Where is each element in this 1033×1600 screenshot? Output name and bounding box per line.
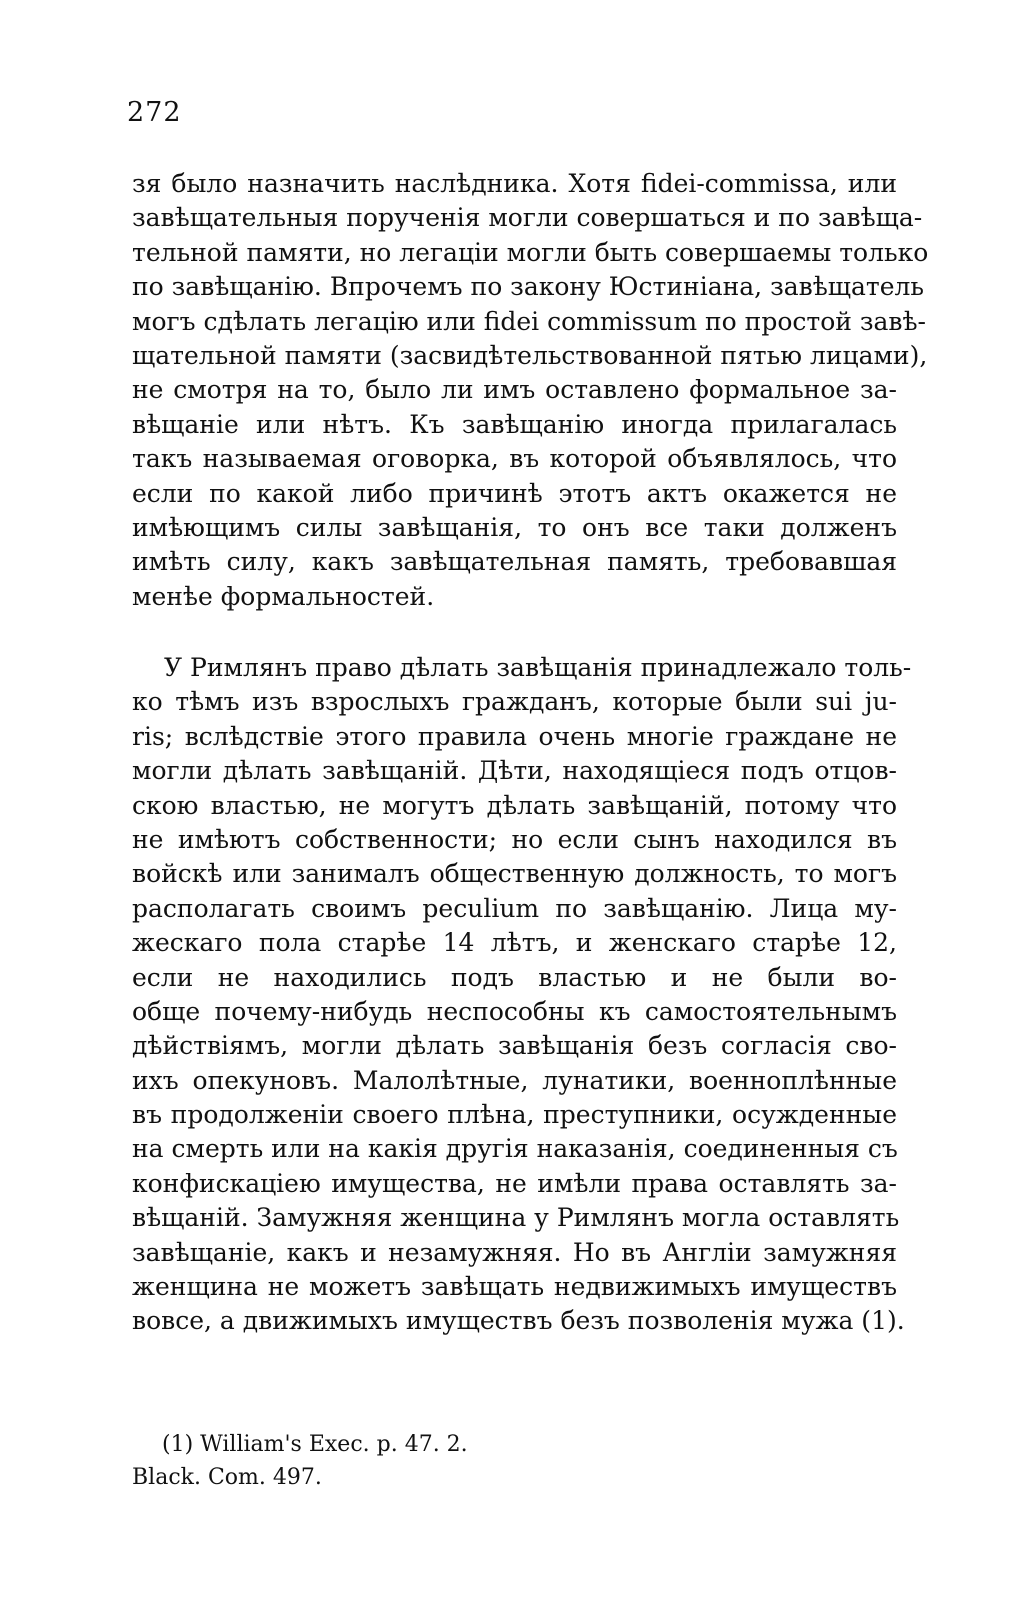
text-line: по завѣщанію. Впрочемъ по закону Юстиніана, завѣщатель: [132, 272, 925, 302]
footnote-line: (1) William's Exec. p. 47. 2.: [162, 1432, 468, 1457]
text-line: зя было назначить наслѣдника. Хотя fidei-commissa, или: [132, 169, 897, 198]
text-line: У Римлянъ право дѣлать завѣщанія принадлежало толь-: [164, 653, 912, 682]
text-line: скою властью, не могутъ дѣлать завѣщаній, потому что: [132, 790, 897, 820]
text-line: женщина не можетъ завѣщать недвижимыхъ имуществъ: [132, 1272, 897, 1302]
text-line: войскѣ или занималъ общественную должность, то могъ: [132, 859, 897, 889]
text-line: не имѣютъ собственности; но если сынъ находился въ: [132, 824, 897, 854]
text-line: вовсе, а движимыхъ имуществъ безъ позволенія мужа (1).: [132, 1306, 905, 1336]
text-line: ихъ опекуновъ. Малолѣтные, лунатики, военноплѣнные: [132, 1065, 897, 1095]
paragraph-1: [132, 167, 929, 614]
text-line: менѣе формальностей.: [132, 581, 435, 611]
text-line: ко тѣмъ изъ взрослыхъ гражданъ, которые были sui ju-: [132, 687, 897, 717]
text-line: могъ сдѣлать легацію или fidei commissum по простой завѣ-: [132, 306, 927, 336]
text-line: конфискаціею имущества, не имѣли права оставлять за-: [132, 1168, 897, 1198]
text-line: если не находились подъ властью и не были во-: [132, 962, 897, 992]
text-line: тельной памяти, но легаціи могли быть совершаемы только: [132, 237, 929, 267]
text-line: вѣщаніе или нѣтъ. Къ завѣщанію иногда прилагалась: [132, 409, 897, 439]
text-line: могли дѣлать завѣщаній. Дѣти, находящіеся подъ отцов-: [132, 756, 897, 786]
footnotes: [132, 1428, 632, 1494]
text-line: щательной памяти (засвидѣтельствованной пятью лицами),: [132, 340, 928, 370]
text-line: имѣть силу, какъ завѣщательная память, требовавшая: [132, 547, 897, 577]
text-line: завѣщаніе, какъ и незамужняя. Но въ Англіи замужняя: [132, 1237, 897, 1267]
text-line: если по какой либо причинѣ этотъ актъ окажется не: [132, 478, 897, 508]
paragraph-2: [132, 651, 912, 1339]
text-line: ris; вслѣдствіе этого правила очень многіе граждане не: [132, 721, 897, 751]
text-line: завѣщательныя порученія могли совершаться и по завѣща-: [132, 203, 923, 233]
text-line: на смерть или на какія другія наказанія, соединенныя съ: [132, 1134, 898, 1164]
text-line: имѣющимъ силы завѣщанія, то онъ все таки долженъ: [132, 512, 897, 542]
text-line: обще почему-нибудь неспособны къ самостоятельнымъ: [132, 996, 897, 1026]
text-line: такъ называемая оговорка, въ которой объявлялось, что: [132, 444, 897, 474]
footnote-line: Black. Com. 497.: [132, 1465, 322, 1490]
page-number: 272: [127, 97, 182, 128]
text-line: не смотря на то, было ли имъ оставлено формальное за-: [132, 375, 897, 405]
text-line: располагать своимъ peculium по завѣщанію. Лица му-: [132, 893, 897, 923]
text-line: дѣйствіямъ, могли дѣлать завѣщанія безъ согласія сво-: [132, 1031, 897, 1061]
text-line: вѣщаній. Замужняя женщина у Римлянъ могла оставлять: [132, 1203, 900, 1233]
text-line: въ продолженіи своего плѣна, преступники, осужденные: [132, 1100, 897, 1130]
text-line: жескаго пола старѣе 14 лѣтъ, и женскаго старѣе 12,: [132, 928, 897, 958]
